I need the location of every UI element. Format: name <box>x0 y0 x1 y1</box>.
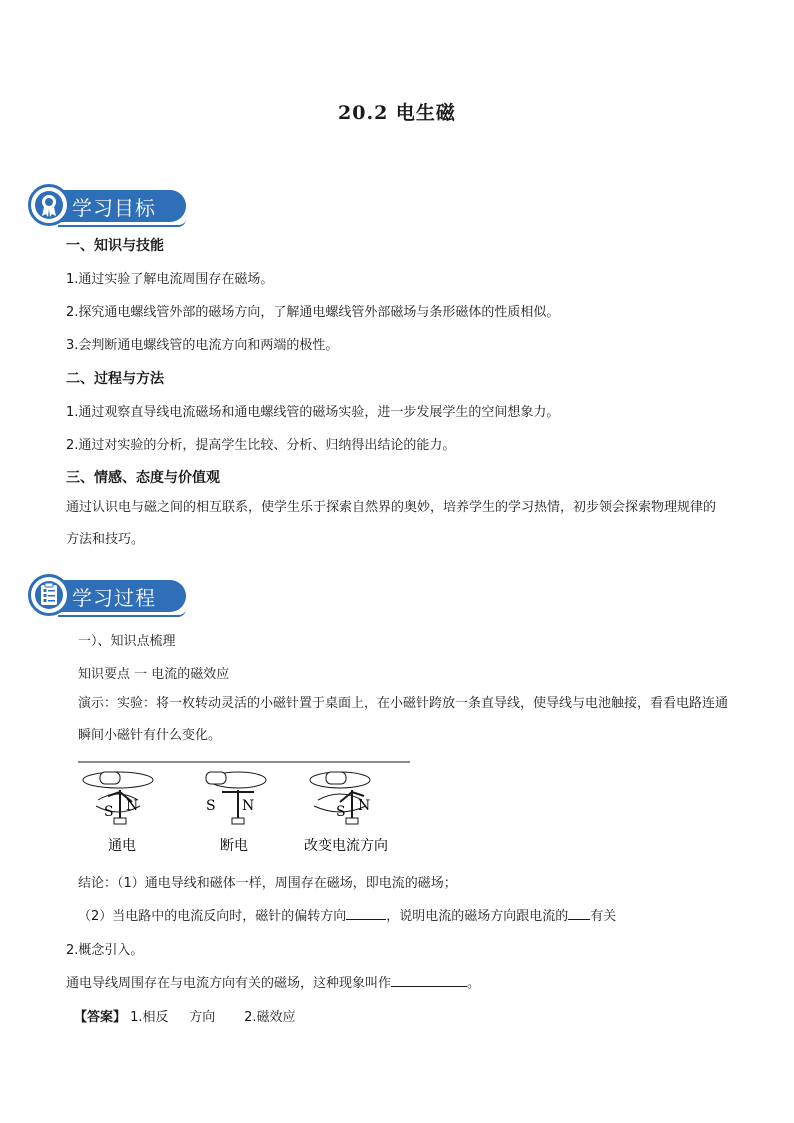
concept-sentence: 通电导线周围存在与电流方向有关的磁场，这种现象叫作 <box>66 976 392 991</box>
experiment-figure <box>78 758 412 858</box>
section-banner-process <box>28 574 186 618</box>
pole-s-label: S <box>206 798 216 814</box>
answer-blank[interactable] <box>568 919 590 920</box>
figure-label-powered: 通电 <box>108 838 136 854</box>
conclusion-1: 结论：（1）通电导线和磁体一样，周围存在磁场，即电流的磁场； <box>78 876 457 891</box>
answer-label: 【答案】 <box>74 1010 127 1025</box>
concept-text <box>66 972 480 991</box>
figure-label-reversed: 改变电流方向 <box>304 838 388 854</box>
heading-knowledge: 一、知识与技能 <box>66 238 164 254</box>
list-item: 2.通过对实验的分析，提高学生比较、分析、归纳得出结论的能力。 <box>66 438 456 453</box>
conclusion-2 <box>78 905 616 924</box>
knowledge-point: 知识要点 一 电流的磁效应 <box>78 667 230 682</box>
pole-n-label: N <box>358 798 371 814</box>
pole-s-label: S <box>104 804 114 820</box>
conclusion-2-text: 有关 <box>590 909 617 924</box>
page-title: 20.2 电生磁 <box>338 102 456 124</box>
heading-attitude: 三、情感、态度与价值观 <box>66 470 220 486</box>
demo-paragraph: 演示：实验：将一枚转动灵活的小磁针置于桌面上，在小磁针跨放一条直导线，使导线与电池触接，看看电路连通瞬间小磁针有什么变化。 <box>78 696 729 743</box>
pole-s-label: S <box>336 804 346 820</box>
clipboard-checklist-icon <box>31 577 67 613</box>
list-item: 1.通过实验了解电流周围存在磁场。 <box>66 272 274 287</box>
pole-n-label: N <box>242 798 255 814</box>
banner-label: 学习目标 <box>72 196 156 220</box>
answer-line <box>74 1006 296 1025</box>
list-item: 2.探究通电螺线管外部的磁场方向，了解通电螺线管外部磁场与条形磁体的性质相似。 <box>66 305 560 320</box>
list-item: 3.会判断通电螺线管的电流方向和两端的极性。 <box>66 338 339 353</box>
answer-text: 1.相反 方向 2.磁效应 <box>130 1010 296 1025</box>
answer-blank[interactable] <box>346 919 386 920</box>
award-ribbon-icon <box>31 187 67 223</box>
concept-sentence-end: 。 <box>467 976 481 991</box>
figure-label-off: 断电 <box>220 838 248 854</box>
section-banner-goals <box>28 184 186 228</box>
heading-process: 二、过程与方法 <box>66 371 164 387</box>
list-item: 1.通过观察直导线电流磁场和通电螺线管的磁场实验，进一步发展学生的空间想象力。 <box>66 405 560 420</box>
banner-label: 学习过程 <box>72 586 156 610</box>
figure-panel-powered <box>83 772 153 824</box>
paragraph-attitude: 通过认识电与磁之间的相互联系，使学生乐于探索自然界的奥妙，培养学生的学习热情，初步领会探索物理规律的方法和技巧。 <box>66 500 717 547</box>
pole-n-label: N <box>126 798 139 814</box>
sub-heading: 一）、知识点梳理 <box>78 634 176 649</box>
concept-heading: 2.概念引入。 <box>66 943 144 958</box>
answer-blank[interactable] <box>391 986 467 987</box>
conclusion-2-text: （2）当电路中的电流反向时，磁针的偏转方向 <box>78 909 347 924</box>
conclusion-2-text: ，说明电流的磁场方向跟电流的 <box>386 909 569 924</box>
